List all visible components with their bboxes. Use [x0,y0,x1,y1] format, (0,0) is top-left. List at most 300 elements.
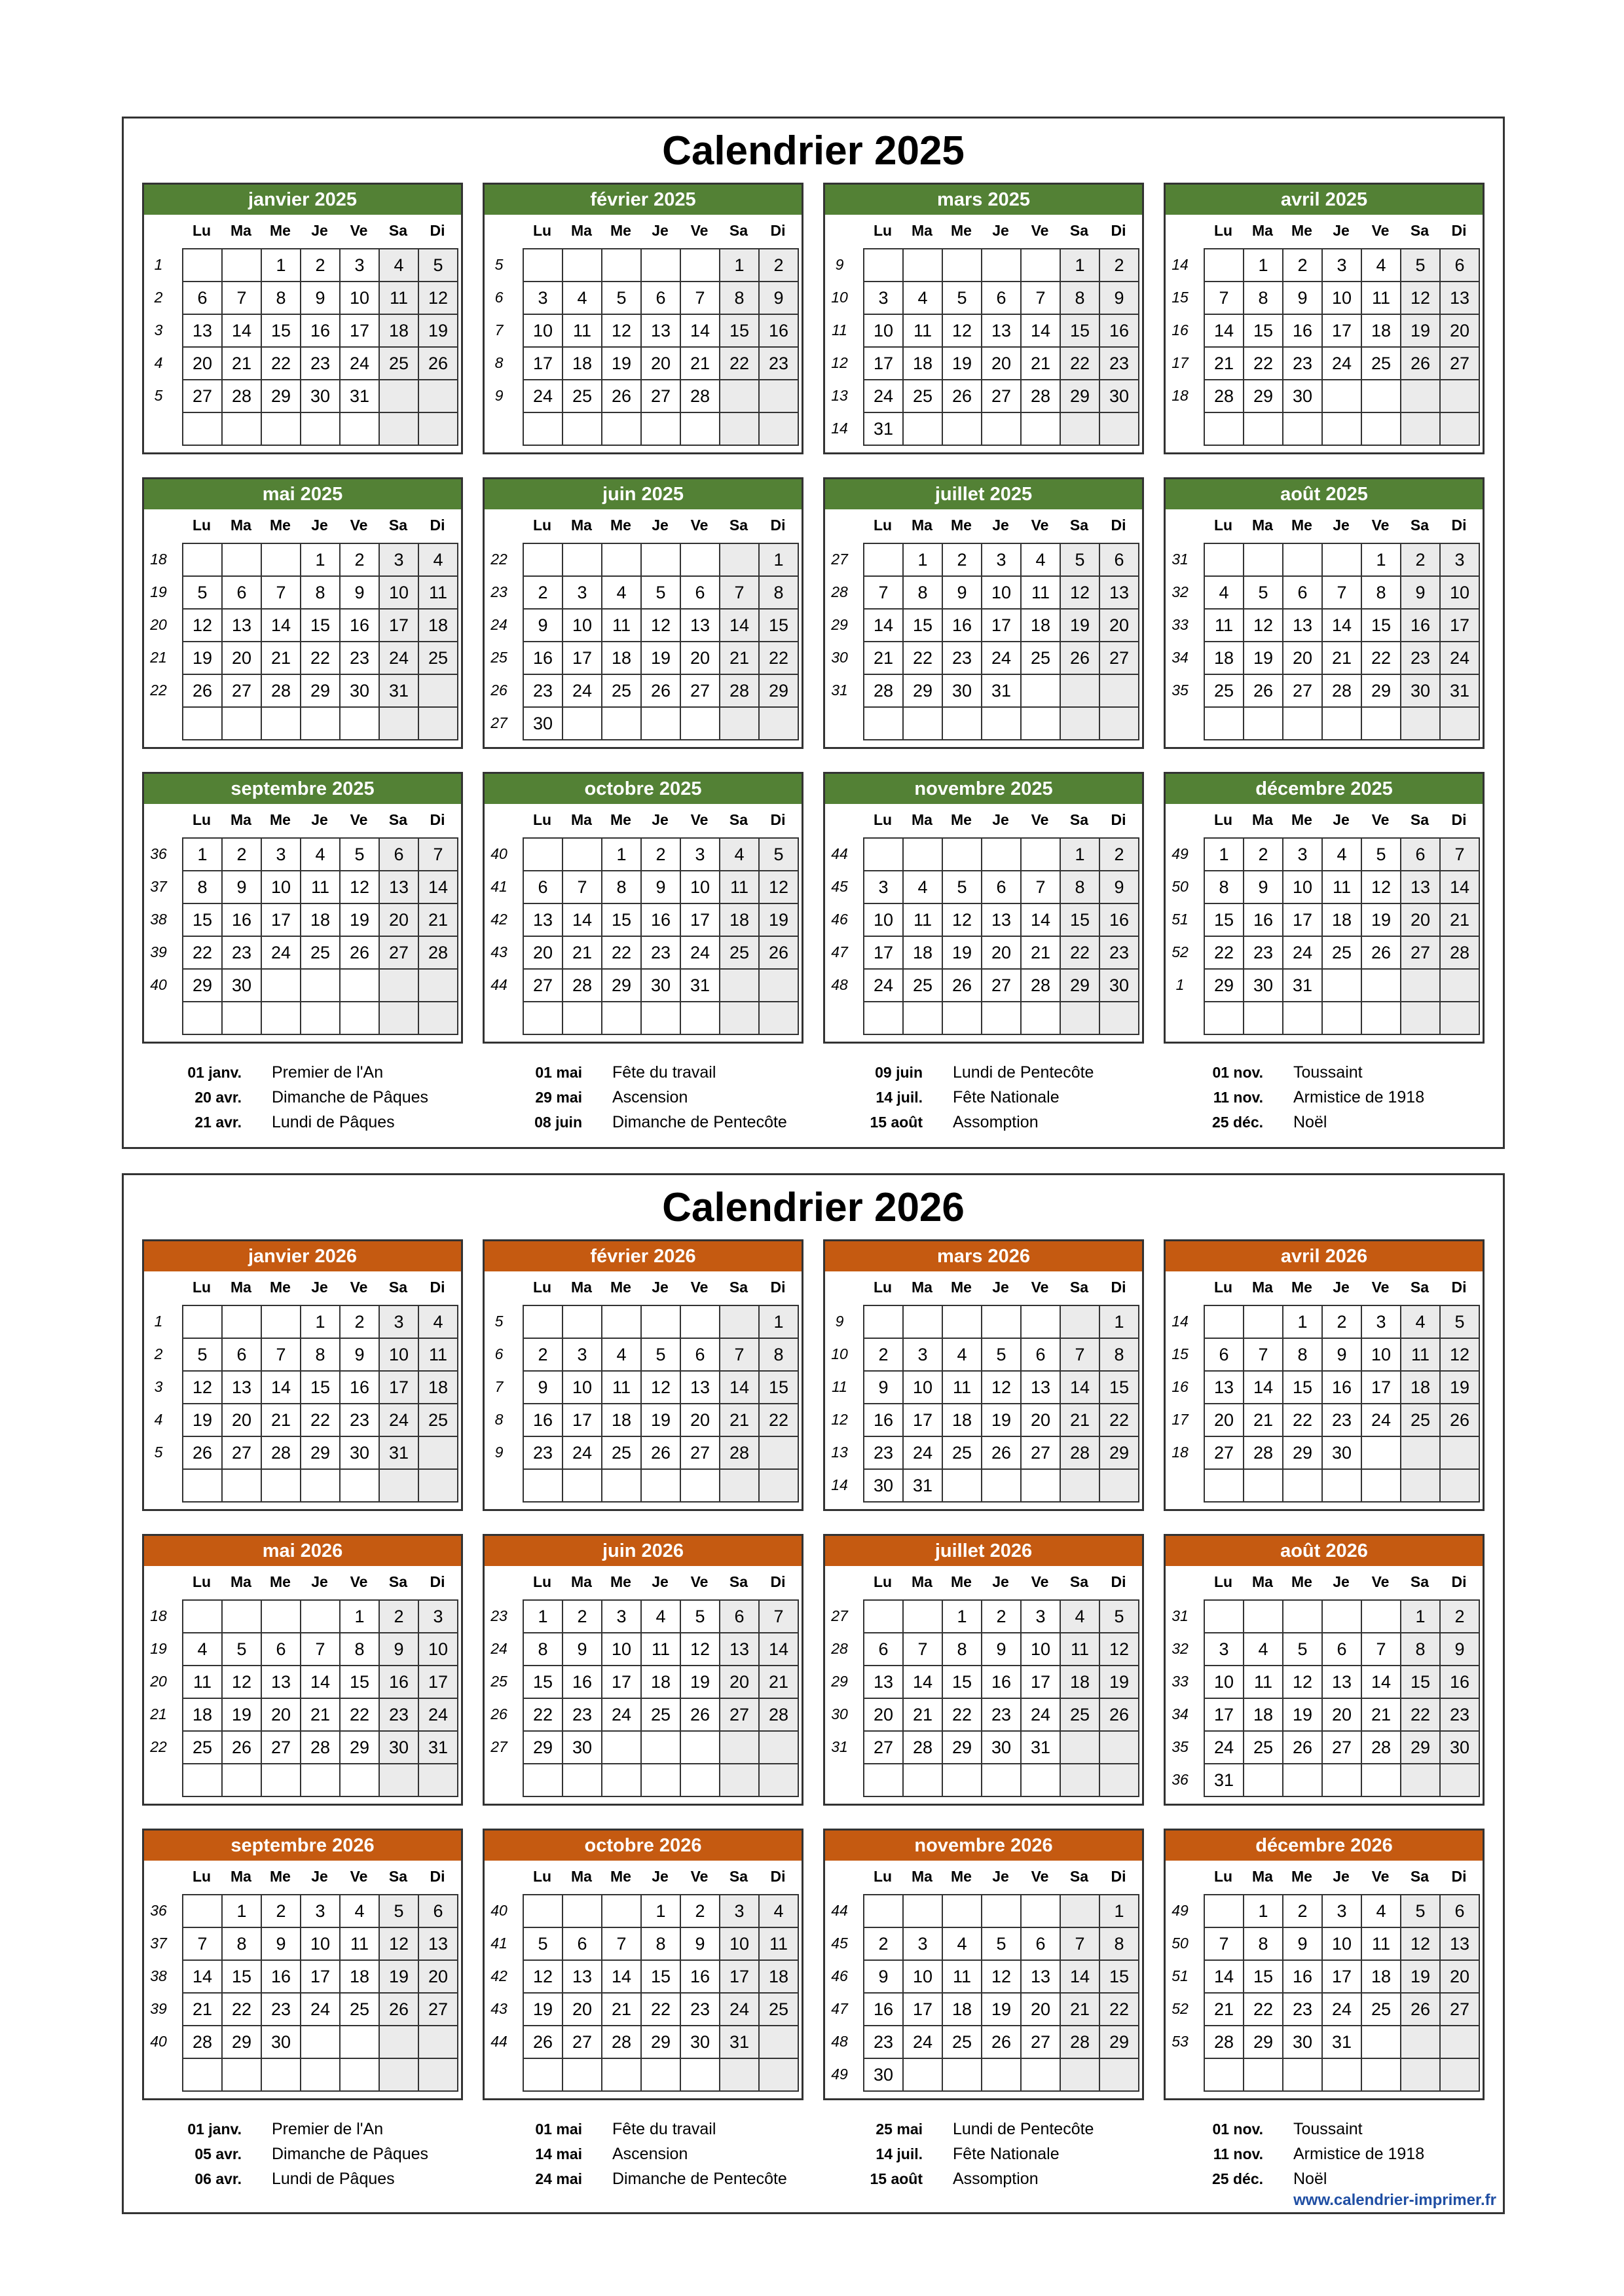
week-number: 33 [1172,616,1189,633]
day-cell: 15 [340,1666,379,1698]
day-cell: 26 [183,1436,222,1469]
day-cell [864,1895,903,1927]
day-cell: 7 [1204,282,1244,314]
weekday-label: Di [1451,1573,1467,1590]
day-cell [222,1600,261,1633]
day-cell: 7 [759,1600,798,1633]
day-cell [942,838,982,871]
week-number: 9 [835,1313,844,1330]
weekday-label: Ma [571,811,592,828]
day-grid [182,248,458,446]
weekday-header [825,215,1142,246]
holiday-column [150,2117,490,2191]
day-cell: 10 [864,314,903,347]
day-cell [942,1895,982,1927]
day-cell: 12 [982,1371,1021,1404]
day-cell: 1 [720,249,759,282]
day-cell: 24 [1283,936,1322,969]
weekday-label: Sa [729,1279,748,1296]
day-cell: 12 [523,1960,563,1993]
day-cell [942,1305,982,1338]
holiday-name: Fête du travail [612,1063,716,1082]
day-cell: 7 [1021,282,1060,314]
day-cell [222,1469,261,1502]
day-cell [903,1764,942,1796]
day-cell: 10 [982,576,1021,609]
day-cell: 20 [680,642,720,674]
day-cell: 9 [1099,282,1139,314]
day-cell: 12 [379,1927,418,1960]
day-cell: 25 [1244,1731,1283,1764]
weekday-label: Di [1111,1279,1126,1296]
day-cell: 12 [680,1633,720,1666]
day-cell [183,1469,222,1502]
weekday-label: Sa [1410,1279,1430,1296]
day-cell [301,707,340,740]
day-cell: 18 [1021,609,1060,642]
day-cell: 31 [720,2026,759,2058]
day-cell: 6 [680,1338,720,1371]
weekday-label: Ma [912,1573,932,1590]
weekday-label: Lu [873,517,893,534]
day-cell: 3 [1361,1305,1401,1338]
day-cell [183,1305,222,1338]
week-number [825,706,854,739]
day-cell: 8 [1361,576,1401,609]
holiday-name: Toussaint [1293,1063,1363,1082]
day-cell: 12 [982,1960,1021,1993]
day-cell [222,1305,261,1338]
day-cell: 14 [602,1960,641,1993]
holiday-column [1172,2117,1512,2191]
day-cell: 18 [903,347,942,380]
day-cell: 4 [340,1895,379,1927]
day-cell [1440,412,1479,445]
day-cell: 23 [340,642,379,674]
day-cell: 24 [1440,642,1479,674]
week-number [1166,706,1194,739]
weekday-label: Lu [192,811,212,828]
day-cell: 19 [1440,1371,1479,1404]
holiday-row [150,1060,490,1085]
day-cell: 23 [340,1404,379,1436]
day-cell: 15 [301,1371,340,1404]
day-cell [1204,2058,1244,2091]
day-cell: 27 [563,2026,602,2058]
day-cell [641,1305,680,1338]
weekday-label: Je [652,1573,669,1590]
day-cell [523,1469,563,1502]
month-block [823,1239,1144,1511]
day-cell: 24 [1361,1404,1401,1436]
week-number: 12 [831,354,848,371]
month-title: avril 2026 [1166,1241,1483,1271]
day-cell: 16 [1283,1960,1322,1993]
month-block [1164,477,1485,749]
day-cell [602,249,641,282]
day-cell: 28 [1204,380,1244,412]
website-link[interactable]: www.calendrier-imprimer.fr [1293,2191,1496,2209]
day-cell: 27 [1021,1436,1060,1469]
day-cell: 3 [563,1338,602,1371]
week-number [1166,2058,1194,2090]
day-cell: 22 [759,642,798,674]
day-cell: 2 [942,543,982,576]
day-cell: 14 [1060,1960,1099,1993]
day-cell [641,1002,680,1034]
weekday-label: Sa [1410,811,1430,828]
day-cell: 27 [418,1993,458,2026]
day-cell [1021,1469,1060,1502]
day-cell: 30 [523,707,563,740]
week-number: 13 [831,387,848,404]
day-cell: 7 [1060,1927,1099,1960]
day-cell: 14 [418,871,458,903]
day-cell: 27 [680,674,720,707]
day-cell: 11 [602,1371,641,1404]
day-cell [720,1469,759,1502]
day-cell: 3 [523,282,563,314]
day-cell: 10 [523,314,563,347]
day-grid [1204,1599,1480,1797]
day-cell: 14 [261,609,301,642]
weekday-label: Di [430,517,445,534]
week-number: 26 [490,1705,507,1722]
day-cell [418,2026,458,2058]
day-cell: 20 [261,1698,301,1731]
day-cell [1099,1469,1139,1502]
day-cell: 8 [602,871,641,903]
day-cell: 18 [379,314,418,347]
week-number: 10 [831,1345,848,1362]
weekday-label: Sa [1410,517,1430,534]
day-cell: 26 [222,1731,261,1764]
day-cell: 2 [1283,249,1322,282]
weekday-label: Ma [231,1573,251,1590]
day-cell: 21 [1440,903,1479,936]
day-cell: 7 [222,282,261,314]
day-cell [864,543,903,576]
day-cell [379,1469,418,1502]
weekday-label: Ve [690,1868,709,1885]
day-cell: 15 [1060,314,1099,347]
day-cell: 23 [1283,1993,1322,2026]
day-cell: 19 [641,1404,680,1436]
day-cell: 11 [903,903,942,936]
weekday-header [825,1271,1142,1303]
day-cell: 7 [261,1338,301,1371]
day-cell: 9 [379,1633,418,1666]
day-cell: 16 [1244,903,1283,936]
day-cell: 31 [1440,674,1479,707]
day-cell: 25 [379,347,418,380]
day-cell: 26 [641,674,680,707]
panel-title: Calendrier 2025 [662,128,965,173]
day-cell [759,380,798,412]
holiday-column [490,2117,831,2191]
day-cell [982,1305,1021,1338]
day-cell: 29 [1361,674,1401,707]
week-number: 52 [1172,2000,1189,2017]
day-cell: 24 [903,2026,942,2058]
day-cell: 5 [1283,1633,1322,1666]
weekday-label: Ve [1031,517,1049,534]
day-cell: 30 [379,1731,418,1764]
day-cell: 4 [1361,249,1401,282]
day-cell [1440,1764,1479,1796]
day-cell: 22 [340,1698,379,1731]
day-cell: 11 [1060,1633,1099,1666]
day-cell [1440,1469,1479,1502]
month-block [823,183,1144,454]
day-cell: 2 [1244,838,1283,871]
day-cell: 29 [1204,969,1244,1002]
day-cell: 18 [720,903,759,936]
calendar-2025-panel [122,117,1505,1149]
week-number: 1 [154,1313,163,1330]
day-cell: 27 [680,1436,720,1469]
day-cell: 31 [903,1469,942,1502]
day-cell [418,707,458,740]
day-cell [1060,412,1099,445]
week-number: 1 [1175,976,1185,993]
weekday-label: Me [1291,1279,1312,1296]
week-number: 9 [494,387,504,404]
weekday-header [1166,509,1483,541]
day-cell [1440,2058,1479,2091]
day-cell: 30 [942,674,982,707]
day-cell [1361,1469,1401,1502]
day-cell: 7 [1060,1338,1099,1371]
day-cell: 5 [602,282,641,314]
day-cell [301,1600,340,1633]
day-cell: 15 [1099,1371,1139,1404]
day-cell: 2 [864,1927,903,1960]
weekday-label: Ve [1031,222,1049,239]
weekday-label: Je [311,222,328,239]
day-cell: 15 [1244,314,1283,347]
weekday-label: Lu [532,1279,552,1296]
day-cell [1401,1002,1440,1034]
day-cell: 7 [1021,871,1060,903]
day-cell: 17 [563,1404,602,1436]
day-cell: 3 [301,1895,340,1927]
day-cell: 1 [1099,1305,1139,1338]
day-cell: 9 [982,1633,1021,1666]
weekday-label: Me [610,1573,631,1590]
month-block [483,477,803,749]
day-cell: 21 [720,1404,759,1436]
day-cell: 7 [720,1338,759,1371]
day-cell: 16 [1283,314,1322,347]
day-cell [1244,2058,1283,2091]
day-cell: 28 [1060,1436,1099,1469]
day-cell: 26 [1401,1993,1440,2026]
day-cell: 7 [563,871,602,903]
day-cell: 11 [759,1927,798,1960]
weekday-label: Lu [1213,811,1233,828]
week-number: 47 [831,943,848,960]
day-cell: 13 [864,1666,903,1698]
week-number: 20 [150,1673,167,1690]
day-grid [1204,837,1480,1035]
day-cell: 27 [523,969,563,1002]
holiday-date: 05 avr. [194,2145,242,2162]
day-cell [1401,380,1440,412]
week-number: 48 [831,976,848,993]
day-cell [982,1002,1021,1034]
day-cell [183,1002,222,1034]
day-cell [1440,2026,1479,2058]
day-cell [563,412,602,445]
day-cell: 8 [942,1633,982,1666]
day-cell [641,543,680,576]
holiday-column [490,1060,831,1135]
day-cell [301,2026,340,2058]
day-cell: 16 [523,1404,563,1436]
week-number: 35 [1172,1738,1189,1755]
weekday-label: Me [951,1868,972,1885]
week-number: 14 [831,420,848,437]
day-cell: 11 [340,1927,379,1960]
month-title: décembre 2025 [1166,774,1483,804]
day-cell: 20 [680,1404,720,1436]
day-grid [863,1894,1139,2092]
day-grid [523,1894,799,2092]
day-cell [563,838,602,871]
holiday-date: 14 mai [535,2145,582,2162]
week-number: 30 [831,1705,848,1722]
day-cell: 1 [1244,249,1283,282]
day-cell: 2 [680,1895,720,1927]
day-cell: 20 [222,642,261,674]
day-cell [680,1002,720,1034]
day-cell: 11 [1244,1666,1283,1698]
holiday-row [831,2117,1172,2141]
weekday-label: Lu [1213,517,1233,534]
weekday-label: Me [1291,222,1312,239]
weekday-label: Ma [1252,517,1273,534]
holiday-name: Dimanche de Pâques [272,2145,429,2163]
weekday-label: Sa [1410,1868,1430,1885]
day-cell [379,380,418,412]
day-cell [418,1436,458,1469]
weekday-label: Sa [388,1573,408,1590]
day-cell: 23 [1283,347,1322,380]
week-number: 32 [1172,1640,1189,1657]
day-cell [602,1895,641,1927]
week-number: 27 [490,714,507,731]
day-cell: 17 [602,1666,641,1698]
weekday-label: Lu [532,222,552,239]
week-number: 36 [150,1902,167,1919]
day-cell: 24 [563,1436,602,1469]
day-cell [379,969,418,1002]
day-cell: 31 [379,1436,418,1469]
day-cell: 30 [340,1436,379,1469]
day-cell: 10 [1440,576,1479,609]
day-cell [340,969,379,1002]
day-cell: 4 [379,249,418,282]
weekday-label: Me [270,222,291,239]
weekday-label: Sa [1069,517,1089,534]
day-cell: 31 [379,674,418,707]
week-number: 33 [1172,1673,1189,1690]
day-cell [418,412,458,445]
holiday-row [490,1110,831,1135]
day-cell: 23 [1099,347,1139,380]
day-cell: 3 [1021,1600,1060,1633]
day-cell: 9 [680,1927,720,1960]
weekday-label: Je [311,1573,328,1590]
weekday-header [144,509,461,541]
day-cell [1283,1764,1322,1796]
day-cell [759,1436,798,1469]
weekday-label: Ve [1371,811,1390,828]
week-number: 44 [831,845,848,862]
day-cell [1401,969,1440,1002]
holiday-name: Dimanche de Pâques [272,1088,429,1106]
day-cell: 1 [641,1895,680,1927]
day-cell: 12 [602,314,641,347]
day-cell [1283,1600,1322,1633]
day-cell: 15 [1204,903,1244,936]
day-cell [720,1764,759,1796]
day-cell: 22 [1283,1404,1322,1436]
day-cell: 26 [523,2026,563,2058]
day-cell: 8 [720,282,759,314]
day-cell [942,1764,982,1796]
day-cell: 2 [759,249,798,282]
day-cell [1021,249,1060,282]
day-cell: 6 [379,838,418,871]
holiday-date: 01 janv. [187,1064,242,1081]
month-title: août 2026 [1166,1536,1483,1566]
day-cell [1021,674,1060,707]
week-number [144,706,173,739]
weekday-label: Ve [350,1868,368,1885]
weekday-label: Je [311,811,328,828]
day-cell: 30 [864,1469,903,1502]
day-cell [1244,1305,1283,1338]
day-cell: 10 [418,1633,458,1666]
week-number: 46 [831,1967,848,1984]
day-cell: 29 [602,969,641,1002]
day-cell [759,2058,798,2091]
month-title: octobre 2025 [485,774,802,804]
day-cell: 8 [1244,282,1283,314]
weekday-label: Ma [912,222,932,239]
day-cell [680,1731,720,1764]
day-cell: 24 [982,642,1021,674]
day-cell: 19 [942,936,982,969]
weekday-label: Ma [1252,222,1273,239]
day-cell [680,1469,720,1502]
week-number: 3 [154,321,163,338]
week-number: 5 [154,387,163,404]
day-cell: 16 [301,314,340,347]
day-cell: 16 [1099,314,1139,347]
month-block [1164,1829,1485,2100]
holiday-name: Ascension [612,1088,688,1106]
day-cell: 31 [1204,1764,1244,1796]
weekday-label: Lu [532,517,552,534]
month-title: juin 2026 [485,1536,802,1566]
weekday-label: Je [652,1868,669,1885]
day-cell: 20 [982,936,1021,969]
day-cell: 16 [680,1960,720,1993]
day-cell: 6 [222,1338,261,1371]
